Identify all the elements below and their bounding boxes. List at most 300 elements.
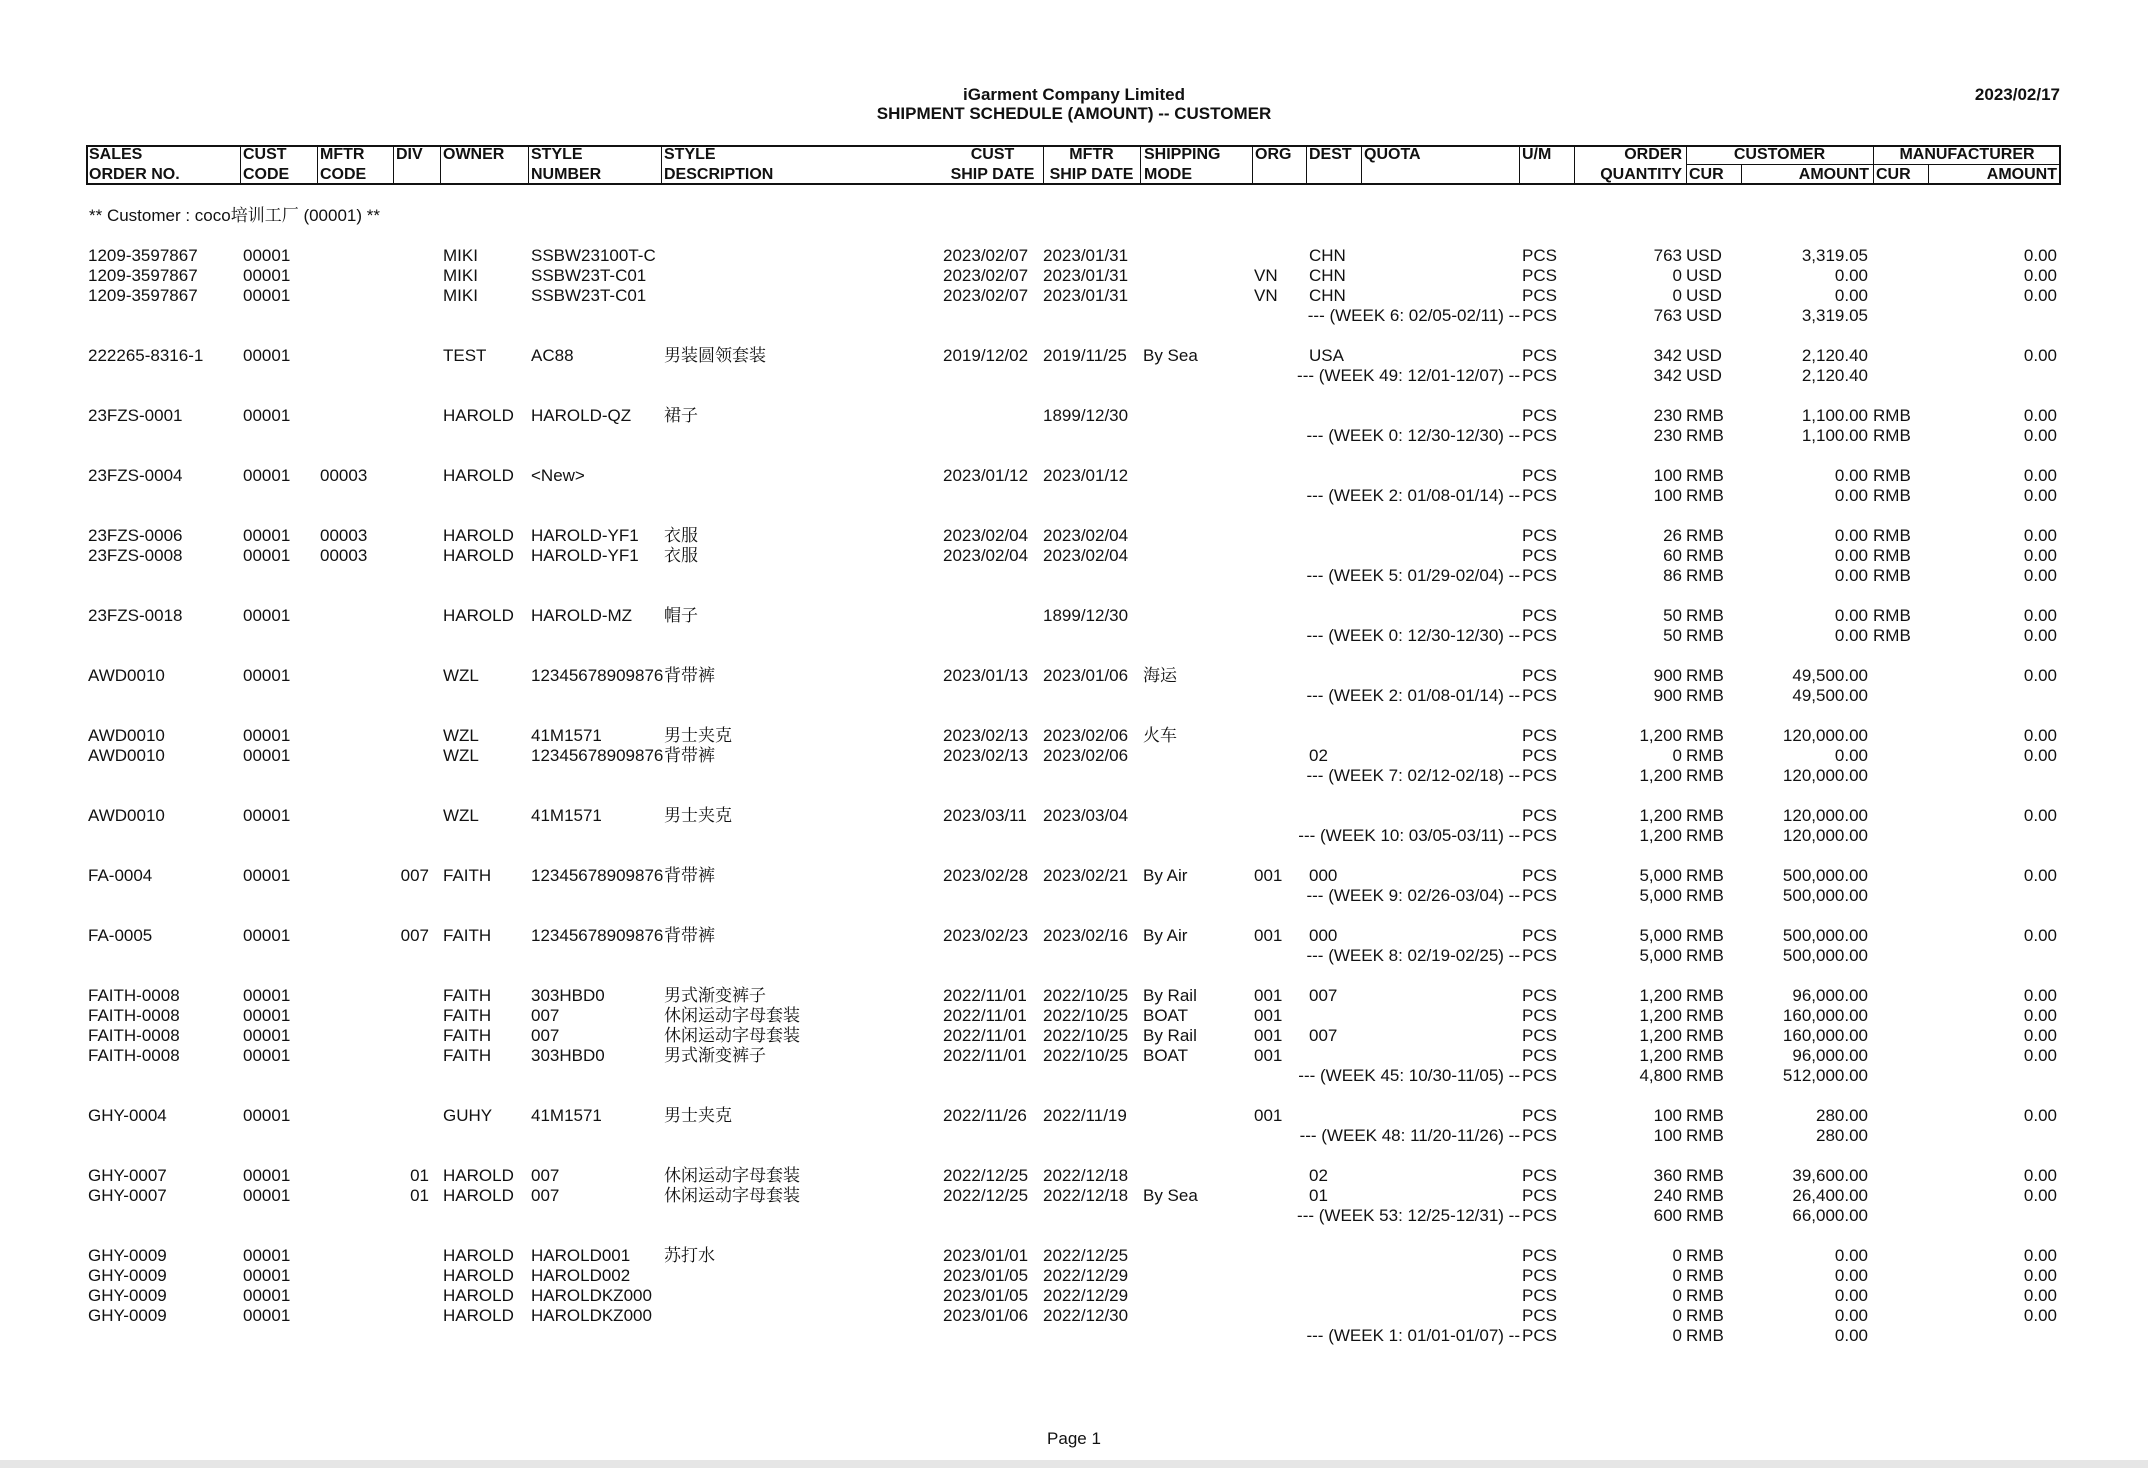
row-mamt: 0.00 xyxy=(2023,1266,2057,1285)
row-camt: 500,000.00 xyxy=(1782,926,1868,945)
week-subtotal-label: --- (WEEK 0: 12/30-12/30) -- xyxy=(1306,426,1520,445)
row-mamt: 0.00 xyxy=(2023,1246,2057,1265)
row-style: 007 xyxy=(531,1166,560,1185)
row-cust: 00001 xyxy=(243,1306,291,1325)
row-desc: 休闲运动字母套装 xyxy=(664,1026,800,1045)
row-camt: 1,100.00 xyxy=(1801,406,1868,425)
company-name: iGarment Company Limited xyxy=(963,85,1185,104)
row-cship: 2023/02/23 xyxy=(943,926,1029,945)
header-customer: CUSTOMER xyxy=(1733,146,1826,163)
row-ccur: RMB xyxy=(1686,1266,1724,1285)
row-mamt: 0.00 xyxy=(2023,866,2057,885)
row-mamt: 0.00 xyxy=(2023,346,2057,365)
subtotal-qty: 600 xyxy=(1653,1206,1682,1225)
subtotal-qty: 5,000 xyxy=(1639,946,1682,965)
row-um: PCS xyxy=(1522,1246,1557,1265)
row-ccur: RMB xyxy=(1686,1286,1724,1305)
row-qty: 1,200 xyxy=(1639,726,1682,745)
row-so: 23FZS-0001 xyxy=(88,406,183,425)
header-dest: DEST xyxy=(1309,146,1352,163)
row-mcur: RMB xyxy=(1873,606,1911,625)
row-mode: By Rail xyxy=(1143,1026,1197,1045)
row-camt: 96,000.00 xyxy=(1792,1046,1868,1065)
row-mamt: 0.00 xyxy=(2023,466,2057,485)
customer-group-label: ** Customer : coco培训工厂 (00001) ** xyxy=(89,206,380,225)
row-desc: 男式渐变裤子 xyxy=(664,1046,766,1065)
subtotal-camt: 120,000.00 xyxy=(1782,766,1868,785)
row-qty: 0 xyxy=(1672,1266,1682,1285)
row-dest: 000 xyxy=(1309,866,1338,885)
subtotal-ccur: RMB xyxy=(1686,1126,1724,1145)
row-owner: WZL xyxy=(443,806,479,825)
row-org: VN xyxy=(1254,286,1278,305)
row-um: PCS xyxy=(1522,1286,1557,1305)
row-div: 007 xyxy=(400,926,429,945)
row-org: 001 xyxy=(1254,866,1283,885)
header-divider xyxy=(317,145,318,185)
row-mcur: RMB xyxy=(1873,466,1911,485)
row-mship: 2023/03/04 xyxy=(1043,806,1129,825)
row-desc: 衣服 xyxy=(664,546,698,565)
row-mamt: 0.00 xyxy=(2023,286,2057,305)
header-divider xyxy=(1361,145,1362,185)
subtotal-qty: 5,000 xyxy=(1639,886,1682,905)
row-cust: 00001 xyxy=(243,606,291,625)
row-so: FAITH-0008 xyxy=(88,986,180,1005)
row-so: FAITH-0008 xyxy=(88,1006,180,1025)
header-style-number-1: STYLE xyxy=(531,146,583,163)
row-ccur: RMB xyxy=(1686,466,1724,485)
row-org: 001 xyxy=(1254,1046,1283,1065)
row-mftr: 00003 xyxy=(320,546,368,565)
row-um: PCS xyxy=(1522,1026,1557,1045)
subtotal-ccur: RMB xyxy=(1686,886,1724,905)
subtotal-camt: 1,100.00 xyxy=(1801,426,1868,445)
header-manufacturer-cur: CUR xyxy=(1876,166,1911,183)
row-dest: CHN xyxy=(1309,266,1346,285)
row-mode: By Air xyxy=(1143,926,1188,945)
row-qty: 5,000 xyxy=(1639,866,1682,885)
row-um: PCS xyxy=(1522,466,1557,485)
row-mcur: RMB xyxy=(1873,526,1911,545)
row-owner: FAITH xyxy=(443,1046,492,1065)
week-subtotal-label: --- (WEEK 7: 02/12-02/18) -- xyxy=(1306,766,1520,785)
row-um: PCS xyxy=(1522,726,1557,745)
row-org: 001 xyxy=(1254,1026,1283,1045)
row-qty: 1,200 xyxy=(1639,986,1682,1005)
subtotal-qty: 1,200 xyxy=(1639,766,1682,785)
row-mship: 2022/12/30 xyxy=(1043,1306,1129,1325)
row-um: PCS xyxy=(1522,1046,1557,1065)
row-owner: FAITH xyxy=(443,1026,492,1045)
row-style: HAROLD001 xyxy=(531,1246,631,1265)
row-org: 001 xyxy=(1254,926,1283,945)
row-cship: 2023/01/05 xyxy=(943,1286,1029,1305)
row-ccur: RMB xyxy=(1686,666,1724,685)
header-divider xyxy=(528,145,529,185)
row-owner: WZL xyxy=(443,666,479,685)
row-mamt: 0.00 xyxy=(2023,406,2057,425)
row-so: 23FZS-0004 xyxy=(88,466,183,485)
row-so: 1209-3597867 xyxy=(88,286,198,305)
subtotal-qty: 4,800 xyxy=(1639,1066,1682,1085)
row-mamt: 0.00 xyxy=(2023,746,2057,765)
row-cust: 00001 xyxy=(243,1266,291,1285)
week-subtotal-label: --- (WEEK 8: 02/19-02/25) -- xyxy=(1306,946,1520,965)
row-cship: 2022/11/26 xyxy=(943,1106,1027,1125)
row-cship: 2023/03/11 xyxy=(943,806,1027,825)
subtotal-qty: 50 xyxy=(1663,626,1682,645)
header-um: U/M xyxy=(1522,146,1552,163)
subtotal-ccur: RMB xyxy=(1686,946,1724,965)
row-cship: 2023/01/12 xyxy=(943,466,1029,485)
row-cust: 00001 xyxy=(243,1106,291,1125)
row-mode: By Sea xyxy=(1143,1186,1198,1205)
row-cship: 2023/02/07 xyxy=(943,246,1029,265)
row-so: FAITH-0008 xyxy=(88,1026,180,1045)
row-mship: 2022/10/25 xyxy=(1043,1026,1129,1045)
row-qty: 0 xyxy=(1672,1306,1682,1325)
row-qty: 1,200 xyxy=(1639,806,1682,825)
subtotal-um: PCS xyxy=(1522,1206,1557,1225)
row-cship: 2023/02/04 xyxy=(943,526,1029,545)
row-camt: 160,000.00 xyxy=(1782,1026,1868,1045)
subtotal-camt: 0.00 xyxy=(1834,566,1868,585)
row-dest: CHN xyxy=(1309,286,1346,305)
row-desc: 背带裤 xyxy=(664,746,715,765)
row-mamt: 0.00 xyxy=(2023,1046,2057,1065)
row-cust: 00001 xyxy=(243,806,291,825)
week-subtotal-label: --- (WEEK 6: 02/05-02/11) -- xyxy=(1307,306,1520,325)
subtotal-mamt: 0.00 xyxy=(2023,566,2057,585)
row-cship: 2022/11/01 xyxy=(943,1026,1027,1045)
row-ccur: RMB xyxy=(1686,726,1724,745)
row-ccur: USD xyxy=(1686,266,1722,285)
row-um: PCS xyxy=(1522,1166,1557,1185)
row-mode: BOAT xyxy=(1143,1046,1189,1065)
row-style: AC88 xyxy=(531,346,574,365)
subtotal-camt: 3,319.05 xyxy=(1801,306,1868,325)
row-org: VN xyxy=(1254,266,1278,285)
subtotal-um: PCS xyxy=(1522,826,1557,845)
row-camt: 0.00 xyxy=(1834,1306,1868,1325)
row-qty: 5,000 xyxy=(1639,926,1682,945)
header-customer-amount: AMOUNT xyxy=(1798,166,1869,183)
row-style: 12345678909876 xyxy=(531,866,664,885)
row-mamt: 0.00 xyxy=(2023,266,2057,285)
row-desc: 苏打水 xyxy=(664,1246,715,1265)
row-um: PCS xyxy=(1522,606,1557,625)
subtotal-camt: 49,500.00 xyxy=(1792,686,1868,705)
header-divider xyxy=(1140,145,1141,185)
row-style: SSBW23100T-C xyxy=(531,246,656,265)
row-ccur: RMB xyxy=(1686,746,1724,765)
row-owner: HAROLD xyxy=(443,1186,514,1205)
header-sales-order-2: ORDER NO. xyxy=(89,166,180,183)
row-qty: 1,200 xyxy=(1639,1006,1682,1025)
header-divider xyxy=(440,145,441,185)
row-um: PCS xyxy=(1522,1106,1557,1125)
row-mode: By Rail xyxy=(1143,986,1197,1005)
row-camt: 0.00 xyxy=(1834,466,1868,485)
subtotal-ccur: USD xyxy=(1686,306,1722,325)
row-mcur: RMB xyxy=(1873,406,1911,425)
header-cust-code-1: CUST xyxy=(243,146,287,163)
row-mship: 2022/12/29 xyxy=(1043,1266,1129,1285)
row-qty: 900 xyxy=(1653,666,1682,685)
row-ccur: RMB xyxy=(1686,526,1724,545)
row-mship: 2022/12/29 xyxy=(1043,1286,1129,1305)
row-mship: 2022/11/19 xyxy=(1043,1106,1127,1125)
subtotal-um: PCS xyxy=(1522,686,1557,705)
row-camt: 0.00 xyxy=(1834,546,1868,565)
row-style: SSBW23T-C01 xyxy=(531,266,647,285)
row-mamt: 0.00 xyxy=(2023,1286,2057,1305)
row-mship: 2023/02/16 xyxy=(1043,926,1129,945)
row-cship: 2023/02/04 xyxy=(943,546,1029,565)
row-ccur: RMB xyxy=(1686,546,1724,565)
subtotal-qty: 100 xyxy=(1653,486,1682,505)
row-so: FA-0005 xyxy=(88,926,153,945)
header-shipping-1: SHIPPING xyxy=(1144,146,1221,163)
row-camt: 3,319.05 xyxy=(1801,246,1868,265)
header-mftr-code-2: CODE xyxy=(320,166,367,183)
row-style: 303HBD0 xyxy=(531,986,605,1005)
row-um: PCS xyxy=(1522,1306,1557,1325)
subtotal-mcur: RMB xyxy=(1873,426,1911,445)
week-subtotal-label: --- (WEEK 10: 03/05-03/11) -- xyxy=(1298,826,1520,845)
subtotal-um: PCS xyxy=(1522,626,1557,645)
subtotal-ccur: RMB xyxy=(1686,426,1724,445)
subtotal-qty: 0 xyxy=(1672,1326,1682,1345)
subtotal-mcur: RMB xyxy=(1873,566,1911,585)
row-cust: 00001 xyxy=(243,466,291,485)
row-so: 222265-8316-1 xyxy=(88,346,204,365)
row-qty: 763 xyxy=(1653,246,1682,265)
row-owner: MIKI xyxy=(443,246,478,265)
subtotal-um: PCS xyxy=(1522,426,1557,445)
row-ccur: USD xyxy=(1686,286,1722,305)
row-ccur: RMB xyxy=(1686,1026,1724,1045)
row-dest: 000 xyxy=(1309,926,1338,945)
row-mamt: 0.00 xyxy=(2023,926,2057,945)
week-subtotal-label: --- (WEEK 48: 11/20-11/26) -- xyxy=(1299,1126,1520,1145)
row-mamt: 0.00 xyxy=(2023,246,2057,265)
row-owner: HAROLD xyxy=(443,406,514,425)
row-um: PCS xyxy=(1522,746,1557,765)
row-ccur: USD xyxy=(1686,346,1722,365)
row-style: 12345678909876 xyxy=(531,666,664,685)
subtotal-qty: 230 xyxy=(1653,426,1682,445)
row-so: 23FZS-0008 xyxy=(88,546,183,565)
row-mship: 2023/01/31 xyxy=(1043,246,1129,265)
row-um: PCS xyxy=(1522,346,1557,365)
header-sales-order-1: SALES xyxy=(89,146,143,163)
row-owner: TEST xyxy=(443,346,487,365)
row-so: 1209-3597867 xyxy=(88,266,198,285)
row-style: 303HBD0 xyxy=(531,1046,605,1065)
row-mftr: 00003 xyxy=(320,466,368,485)
row-um: PCS xyxy=(1522,406,1557,425)
subtotal-ccur: RMB xyxy=(1686,1066,1724,1085)
row-so: AWD0010 xyxy=(88,746,165,765)
row-mship: 2023/02/06 xyxy=(1043,726,1129,745)
row-owner: WZL xyxy=(443,746,479,765)
row-so: GHY-0004 xyxy=(88,1106,167,1125)
header-divider xyxy=(393,145,394,185)
row-so: GHY-0007 xyxy=(88,1166,167,1185)
week-subtotal-label: --- (WEEK 1: 01/01-01/07) -- xyxy=(1306,1326,1520,1345)
page-bottom-edge xyxy=(0,1460,2148,1468)
header-order-qty-1: ORDER xyxy=(1624,146,1682,163)
row-desc: 帽子 xyxy=(664,606,698,625)
row-um: PCS xyxy=(1522,806,1557,825)
row-mode: 海运 xyxy=(1143,666,1177,685)
row-dest: 007 xyxy=(1309,986,1338,1005)
row-mship: 2022/10/25 xyxy=(1043,986,1129,1005)
row-ccur: RMB xyxy=(1686,986,1724,1005)
row-mamt: 0.00 xyxy=(2023,726,2057,745)
week-subtotal-label: --- (WEEK 5: 01/29-02/04) -- xyxy=(1306,566,1520,585)
row-so: AWD0010 xyxy=(88,726,165,745)
row-mode: BOAT xyxy=(1143,1006,1189,1025)
row-mamt: 0.00 xyxy=(2023,1006,2057,1025)
row-style: 007 xyxy=(531,1186,560,1205)
row-qty: 60 xyxy=(1663,546,1682,565)
row-owner: FAITH xyxy=(443,926,492,945)
row-style: 007 xyxy=(531,1006,560,1025)
row-qty: 26 xyxy=(1663,526,1682,545)
row-desc: 裙子 xyxy=(664,406,698,425)
row-um: PCS xyxy=(1522,926,1557,945)
subtotal-camt: 280.00 xyxy=(1816,1126,1868,1145)
row-um: PCS xyxy=(1522,286,1557,305)
row-desc: 男士夹克 xyxy=(664,806,732,825)
row-mamt: 0.00 xyxy=(2023,1186,2057,1205)
row-mamt: 0.00 xyxy=(2023,1166,2057,1185)
subtotal-qty: 763 xyxy=(1653,306,1682,325)
header-mftr-ship-1: MFTR xyxy=(1069,146,1114,163)
subtotal-mamt: 0.00 xyxy=(2023,486,2057,505)
row-style: 41M1571 xyxy=(531,1106,602,1125)
row-cust: 00001 xyxy=(243,746,291,765)
header-divider xyxy=(1252,145,1253,185)
row-camt: 160,000.00 xyxy=(1782,1006,1868,1025)
row-mamt: 0.00 xyxy=(2023,666,2057,685)
row-so: AWD0010 xyxy=(88,666,165,685)
row-cust: 00001 xyxy=(243,926,291,945)
row-so: GHY-0009 xyxy=(88,1246,167,1265)
header-divider xyxy=(1519,145,1520,185)
row-owner: HAROLD xyxy=(443,546,514,565)
row-so: 1209-3597867 xyxy=(88,246,198,265)
row-ccur: RMB xyxy=(1686,406,1724,425)
row-mamt: 0.00 xyxy=(2023,1106,2057,1125)
row-qty: 0 xyxy=(1672,746,1682,765)
row-mamt: 0.00 xyxy=(2023,1306,2057,1325)
row-qty: 100 xyxy=(1653,1106,1682,1125)
row-desc: 背带裤 xyxy=(664,866,715,885)
row-ccur: RMB xyxy=(1686,806,1724,825)
row-camt: 26,400.00 xyxy=(1792,1186,1868,1205)
header-org: ORG xyxy=(1255,146,1292,163)
row-mship: 2022/10/25 xyxy=(1043,1006,1129,1025)
subtotal-qty: 86 xyxy=(1663,566,1682,585)
row-cship: 2023/02/07 xyxy=(943,286,1029,305)
subtotal-qty: 1,200 xyxy=(1639,826,1682,845)
row-owner: HAROLD xyxy=(443,466,514,485)
row-mship: 2023/01/12 xyxy=(1043,466,1129,485)
row-style: SSBW23T-C01 xyxy=(531,286,647,305)
row-cust: 00001 xyxy=(243,526,291,545)
row-camt: 39,600.00 xyxy=(1792,1166,1868,1185)
row-mship: 2023/01/31 xyxy=(1043,286,1129,305)
week-subtotal-label: --- (WEEK 2: 01/08-01/14) -- xyxy=(1306,686,1520,705)
row-mode: By Air xyxy=(1143,866,1188,885)
row-mamt: 0.00 xyxy=(2023,526,2057,545)
row-style: 12345678909876 xyxy=(531,746,664,765)
row-so: GHY-0007 xyxy=(88,1186,167,1205)
row-camt: 96,000.00 xyxy=(1792,986,1868,1005)
row-qty: 342 xyxy=(1653,346,1682,365)
week-subtotal-label: --- (WEEK 2: 01/08-01/14) -- xyxy=(1306,486,1520,505)
subtotal-camt: 0.00 xyxy=(1834,1326,1868,1345)
row-owner: FAITH xyxy=(443,1006,492,1025)
row-mship: 1899/12/30 xyxy=(1043,606,1129,625)
row-cust: 00001 xyxy=(243,1286,291,1305)
row-mship: 2022/12/25 xyxy=(1043,1246,1129,1265)
row-camt: 0.00 xyxy=(1834,286,1868,305)
row-so: 23FZS-0018 xyxy=(88,606,183,625)
row-mcur: RMB xyxy=(1873,546,1911,565)
row-cust: 00001 xyxy=(243,286,291,305)
header-mftr-ship-2: SHIP DATE xyxy=(1049,166,1134,183)
header-order-qty-2: QUANTITY xyxy=(1600,166,1682,183)
row-owner: HAROLD xyxy=(443,1246,514,1265)
row-so: GHY-0009 xyxy=(88,1266,167,1285)
subtotal-um: PCS xyxy=(1522,306,1557,325)
week-subtotal-label: --- (WEEK 0: 12/30-12/30) -- xyxy=(1306,626,1520,645)
row-um: PCS xyxy=(1522,866,1557,885)
subtotal-mcur: RMB xyxy=(1873,626,1911,645)
row-div: 01 xyxy=(410,1166,429,1185)
row-um: PCS xyxy=(1522,1266,1557,1285)
subtotal-ccur: RMB xyxy=(1686,1326,1724,1345)
row-desc: 男装圆领套装 xyxy=(664,346,766,365)
header-style-desc-1: STYLE xyxy=(664,146,716,163)
row-qty: 100 xyxy=(1653,466,1682,485)
row-mamt: 0.00 xyxy=(2023,806,2057,825)
row-ccur: RMB xyxy=(1686,606,1724,625)
row-owner: HAROLD xyxy=(443,606,514,625)
row-qty: 50 xyxy=(1663,606,1682,625)
subtotal-camt: 512,000.00 xyxy=(1782,1066,1868,1085)
row-desc: 休闲运动字母套装 xyxy=(664,1006,800,1025)
row-owner: FAITH xyxy=(443,866,492,885)
row-div: 01 xyxy=(410,1186,429,1205)
row-ccur: RMB xyxy=(1686,1186,1724,1205)
row-ccur: RMB xyxy=(1686,926,1724,945)
subtotal-mcur: RMB xyxy=(1873,486,1911,505)
subtotal-mamt: 0.00 xyxy=(2023,626,2057,645)
subtotal-ccur: RMB xyxy=(1686,566,1724,585)
subtotal-um: PCS xyxy=(1522,766,1557,785)
row-style: HAROLDKZ000 xyxy=(531,1286,652,1305)
row-dest: 02 xyxy=(1309,746,1328,765)
row-ccur: RMB xyxy=(1686,866,1724,885)
header-cust-ship-2: SHIP DATE xyxy=(950,166,1035,183)
header-style-number-2: NUMBER xyxy=(531,166,602,183)
